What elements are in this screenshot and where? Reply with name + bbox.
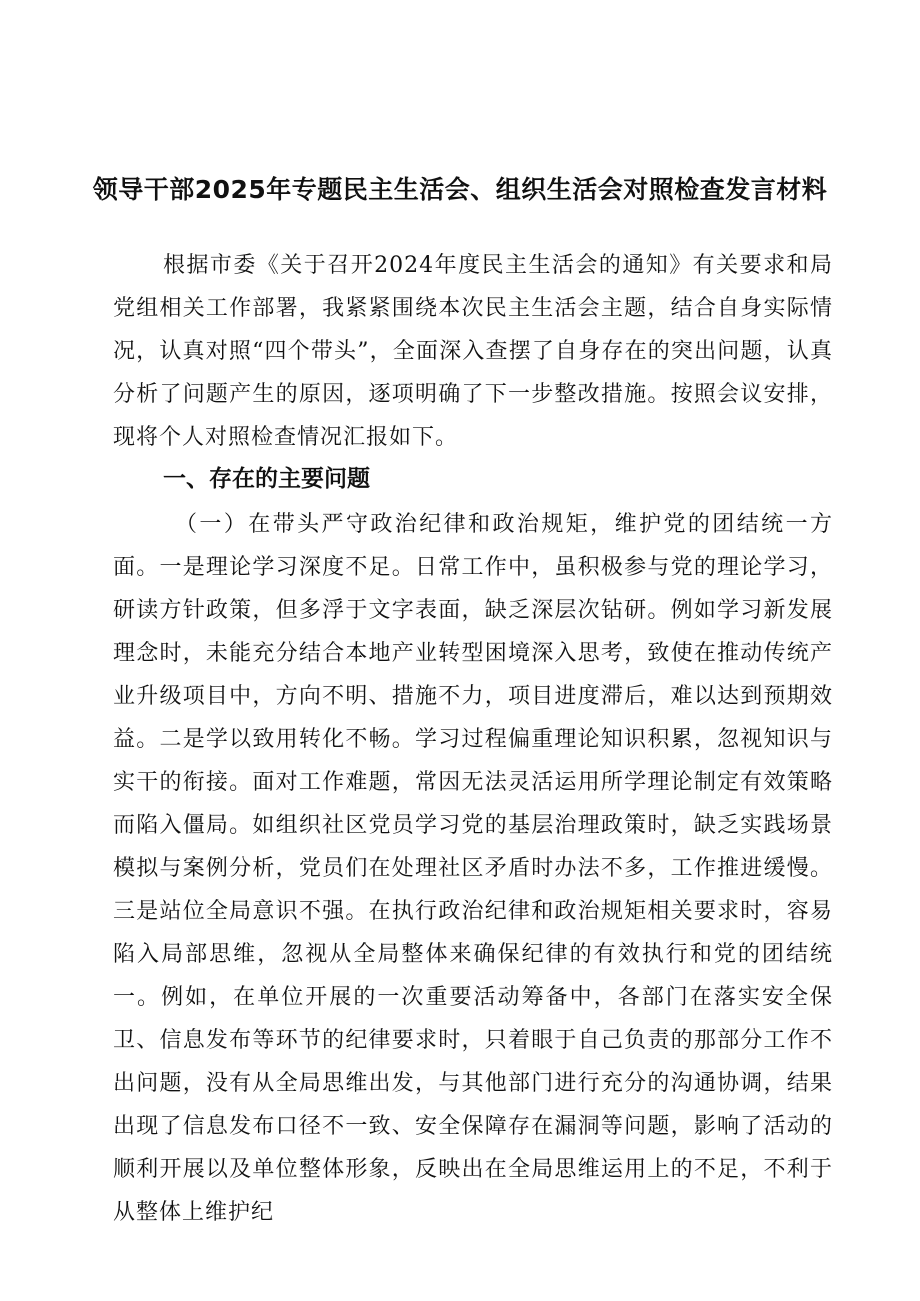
section-heading: 一、存在的主要问题 xyxy=(163,466,370,492)
intro-paragraph: 根据市委《关于召开2024年度民主生活会的通知》有关要求和局党组相关工作部署，我紧紧围绕本次民主生活会主题，结合自身实际情况，认真对照“四个带头”，全面深入查摆了自身存在的突出问题，认真分析了问题产生的原因，逐项明确了下一步整改措施。按照会议安排，现将个人对照检查情况汇报如下。 xyxy=(113,253,833,450)
document-title: 领导干部2025年专题民主生活会、组织生活会对照检查发言材料 xyxy=(92,174,828,204)
item-one-paragraph: （一）在带头严守政治纪律和政治规矩，维护党的团结统一方面。一是理论学习深度不足。日常工作中，虽积极参与党的理论学习，研读方针政策，但多浮于文字表面，缺乏深层次钻研。例如学习新发展理念时，未能充分结合本地产业转型困境深入思考，致使在推动传统产业升级项目中，方向不明、措施不力，项目进度滞后，难以达到预期效益。二是学以致用转化不畅。学习过程偏重理论知识积累，忽视知识与实干的衔接。面对工作难题，常因无法灵活运用所学理论制定有效策略而陷入僵局。如组织社区党员学习党的基层治理政策时，缺乏实践场景模拟与案例分析，党员们在处理社区矛盾时办法不多，工作推进缓慢。三是站位全局意识不强。在执行政治纪律和政治规矩相关要求时，容易陷入局部思维，忽视从全局整体来确保纪律的有效执行和党的团结统一。例如，在单位开展的一次重要活动筹备中，各部门在落实安全保卫、信息发布等环节的纪律要求时，只着眼于自己负责的那部分工作不出问题，没有从全局思维出发，与其他部门进行充分的沟通协调，结果出现了信息发布口径不一致、安全保障存在漏洞等问题，影响了活动的顺利开展以及单位整体形象，反映出在全局思维运用上的不足，不利于从整体上维护纪 xyxy=(113,512,833,1225)
